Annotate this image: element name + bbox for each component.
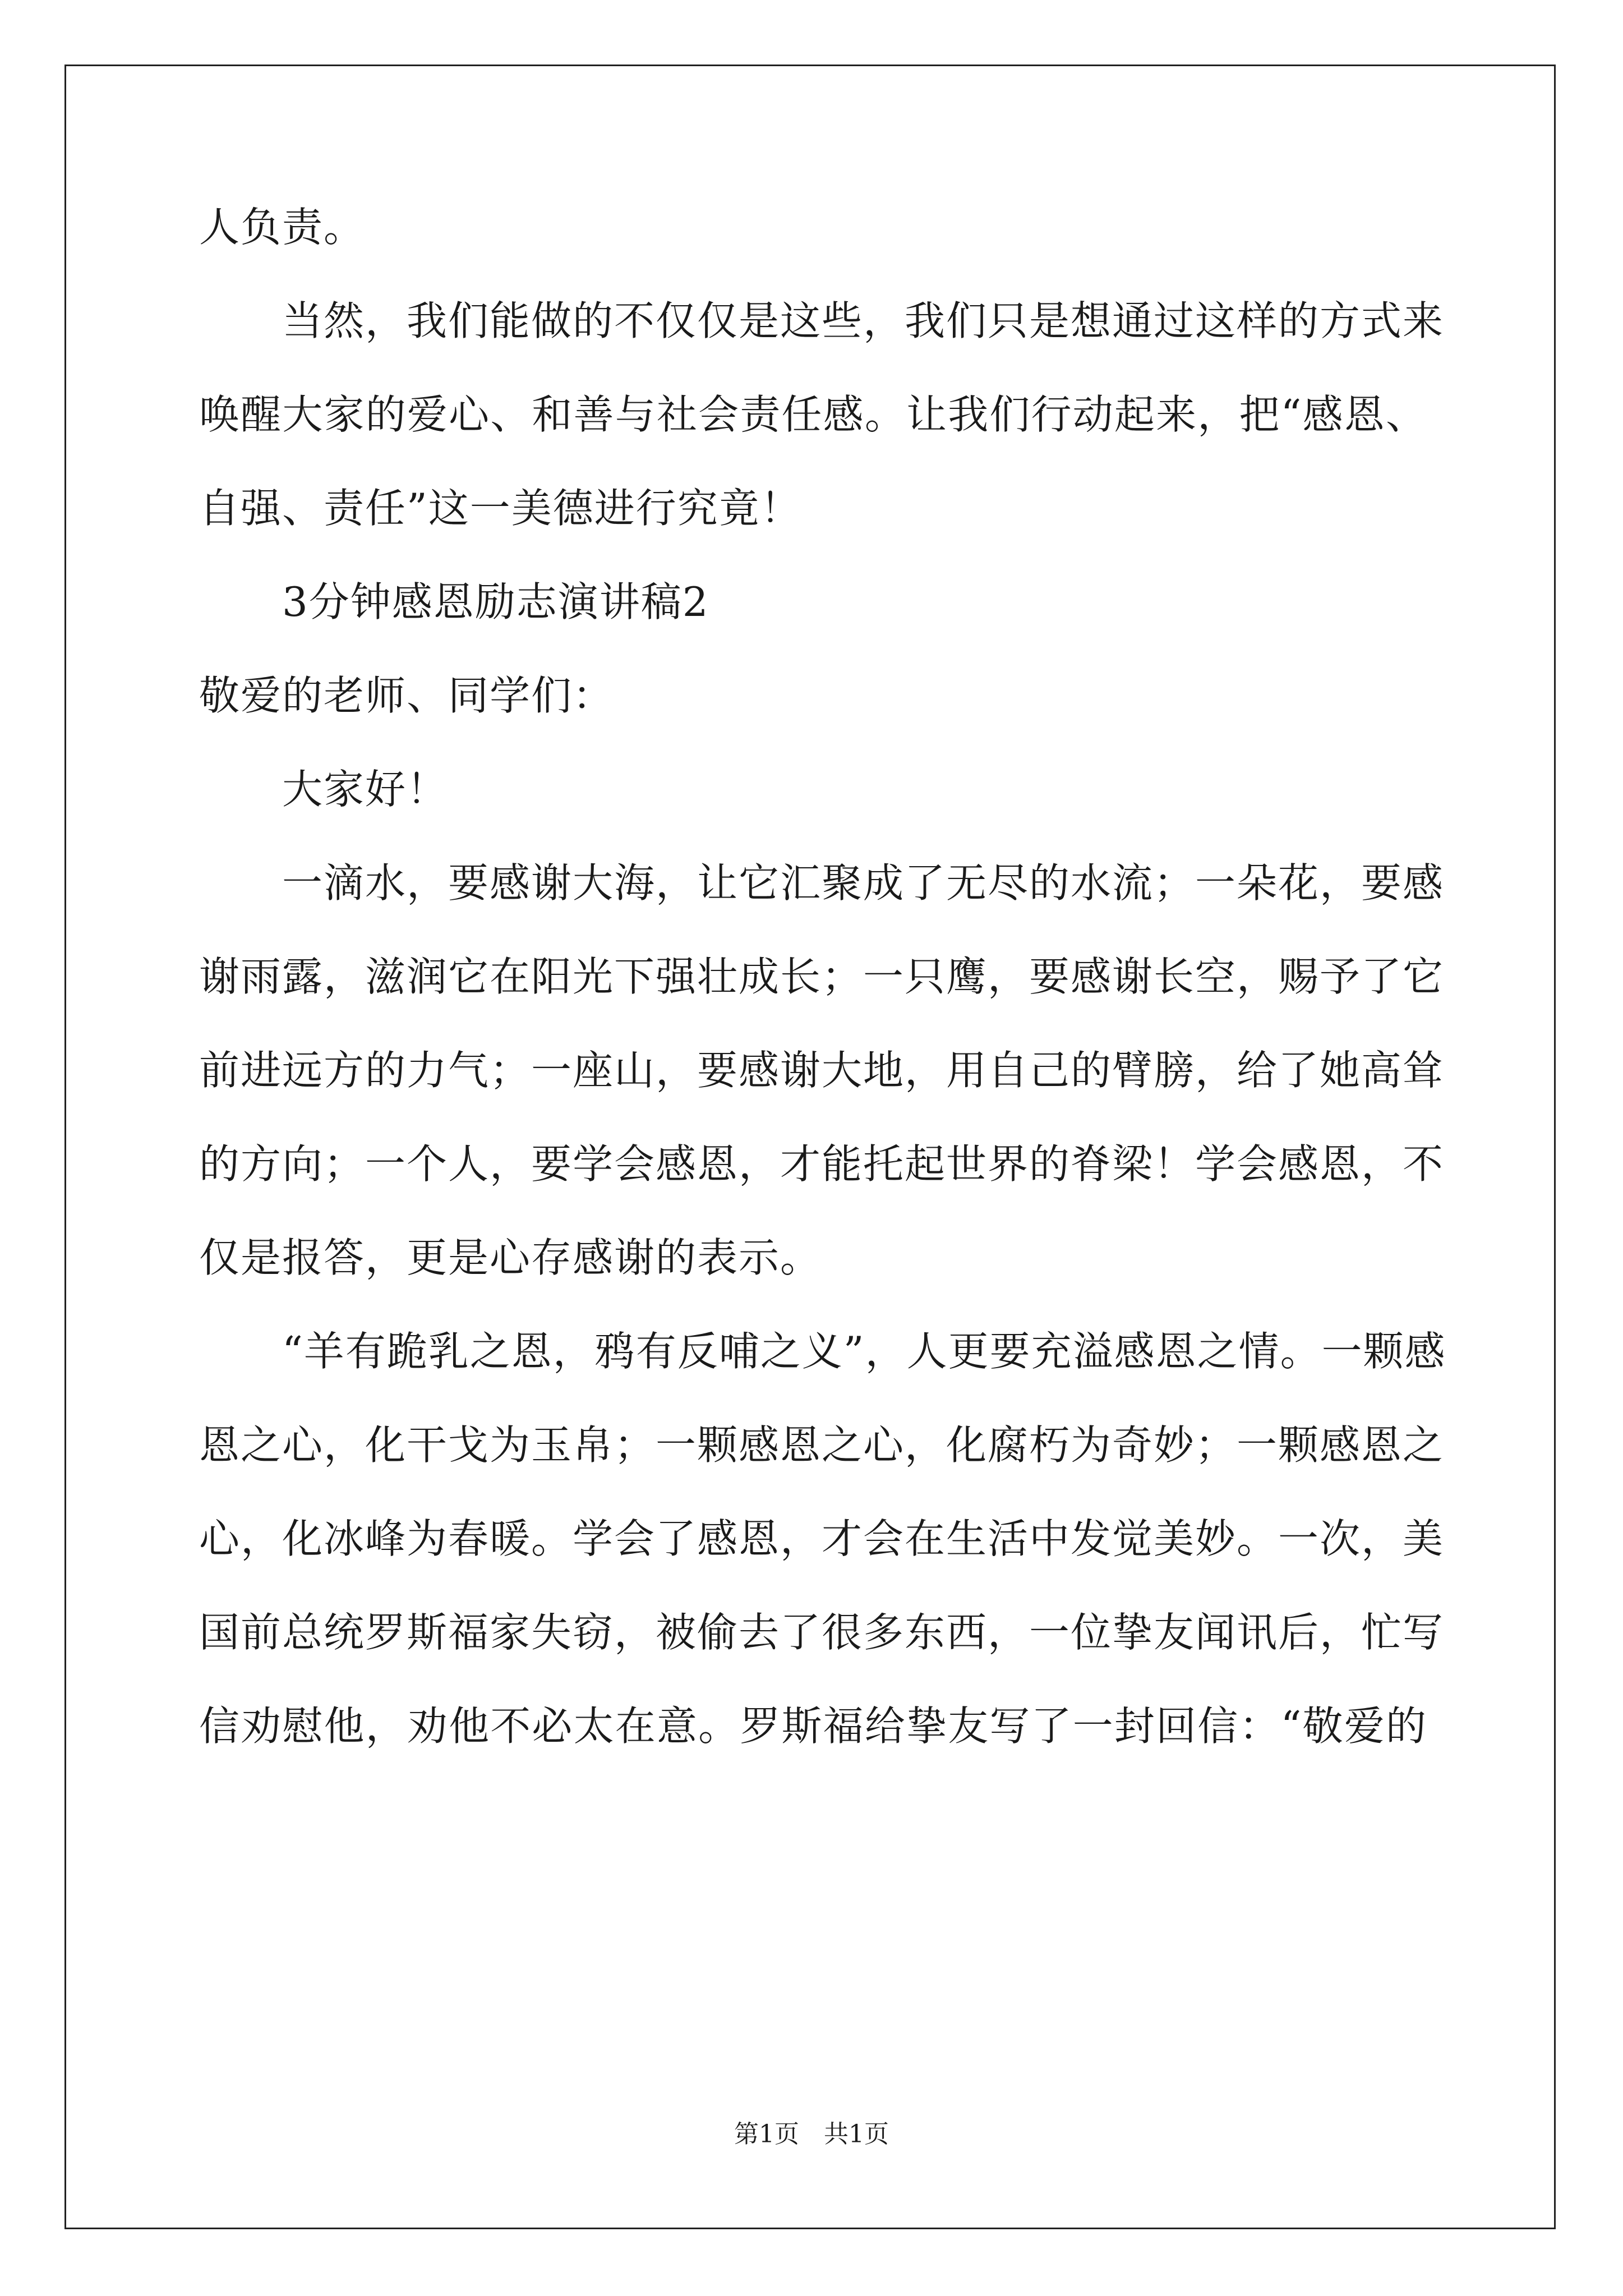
section-heading: 3分钟感恩励志演讲稿2 xyxy=(282,578,709,625)
text-line: 当然，我们能做的不仅仅是这些，我们只是想通过这样的方式来 xyxy=(282,297,1445,344)
text-line: 仅是报答，更是心存感谢的表示。 xyxy=(199,1234,822,1281)
text-line: 唤醒大家的爱心、和善与社会责任感。让我们行动起来，把“感恩、 xyxy=(199,391,1427,438)
text-line: 谢雨露，滋润它在阳光下强壮成长；一只鹰，要感谢长空，赐予了它 xyxy=(199,953,1445,1000)
text-line: “羊有跪乳之恩，鸦有反哺之义”，人更要充溢感恩之情。一颗感 xyxy=(282,1328,1446,1375)
text-line: 自强、责任”这一美德进行究竟！ xyxy=(199,485,802,532)
text-line: 人负责。 xyxy=(199,204,366,251)
text-line: 的方向；一个人，要学会感恩，才能托起世界的脊梁！学会感恩，不 xyxy=(199,1140,1445,1188)
text-line: 信劝慰他，劝他不必太在意。罗斯福给挚友写了一封回信：“敬爱的 xyxy=(199,1703,1427,1750)
text-line: 国前总统罗斯福家失窃，被偷去了很多东西，一位挚友闻讯后，忙写 xyxy=(199,1609,1445,1656)
page-number: 第1页 共1页 xyxy=(734,2120,889,2148)
salutation: 敬爱的老师、同学们： xyxy=(199,672,615,719)
greeting: 大家好！ xyxy=(282,766,449,813)
text-line: 心，化冰峰为春暖。学会了感恩，才会在生活中发觉美妙。一次，美 xyxy=(199,1515,1445,1562)
text-line: 恩之心，化干戈为玉帛；一颗感恩之心，化腐朽为奇妙；一颗感恩之 xyxy=(199,1421,1445,1469)
text-line: 前进远方的力气；一座山，要感谢大地，用自己的臂膀，给了她高耸 xyxy=(199,1047,1445,1094)
text-line: 一滴水，要感谢大海，让它汇聚成了无尽的水流；一朵花，要感 xyxy=(282,859,1445,907)
